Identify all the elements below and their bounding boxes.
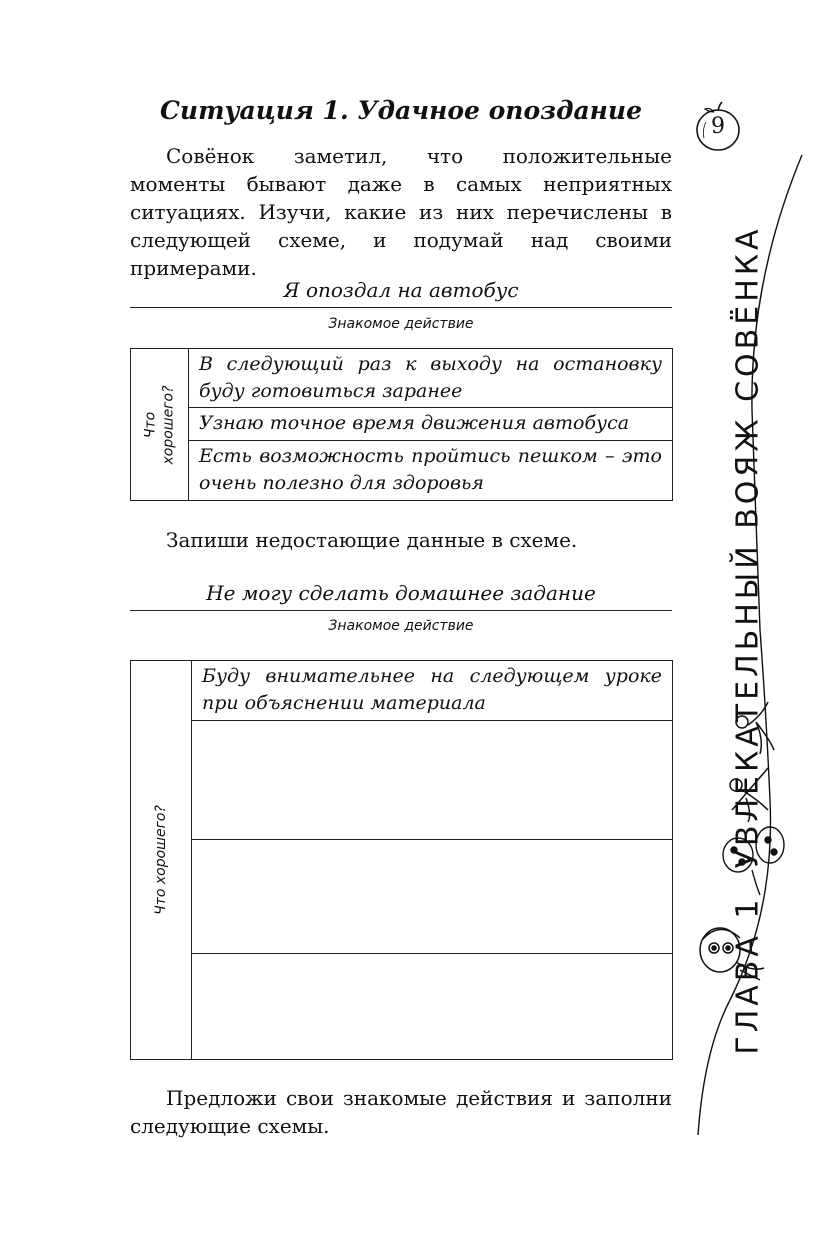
scheme2-row-2-blank[interactable] <box>192 721 672 840</box>
intro-paragraph: Совёнок заметил, что положительные моменты бывают даже в самых неприятных ситуациях. Изучи, какие из них перечислены в следующей схеме, и подумай над своими примерами. <box>130 144 672 280</box>
scheme2-row-1: Буду внимательнее на следующем уроке при объяснении материала <box>192 661 672 721</box>
scheme2-side-label: Что хорошего? <box>153 805 170 915</box>
chapter-title-text <box>731 225 766 1054</box>
scheme2-row-3-blank[interactable] <box>192 840 672 954</box>
scheme2-table <box>130 660 673 1060</box>
scheme1-side-label-line1: Что <box>142 411 159 438</box>
chapter-label: ГЛАВА 1 <box>730 895 766 1055</box>
scheme2-row-4-blank[interactable] <box>192 954 672 1059</box>
scheme1-side-cell <box>131 349 189 500</box>
page-number: 9 <box>711 114 725 139</box>
section-title: Ситуация 1. Удачное опоздание <box>160 96 642 125</box>
instruction-paragraph: Запиши недостающие данные в схеме. <box>166 528 578 552</box>
scheme1-action-label: Знакомое действие <box>328 316 474 332</box>
scheme1-row-2: Узнаю точное время движения автобуса <box>189 408 672 441</box>
page-number-badge <box>692 100 744 154</box>
scheme1-row-1: В следующий раз к выходу на остановку буду готовиться заранее <box>189 349 672 408</box>
chapter-name: УВЛЕКАТЕЛЬНЫЙ ВОЯЖ СОВЁНКА <box>730 225 766 869</box>
closing-paragraph: Предложи свои знакомые действия и заполни следующие схемы. <box>130 1086 672 1138</box>
scheme1-action: Я опоздал на автобус <box>130 277 672 308</box>
scheme1-side-label <box>142 385 178 464</box>
scheme1-side-label-line2: хорошего? <box>160 384 177 465</box>
scheme2-action-label: Знакомое действие <box>328 618 474 634</box>
scheme2-side-cell <box>131 661 192 1059</box>
scheme2-rows <box>192 661 672 1059</box>
scheme1-rows <box>189 349 672 500</box>
scheme1-table <box>130 348 673 501</box>
scheme2-action: Не могу сделать домашнее задание <box>130 580 672 611</box>
scheme1-row-3: Есть возможность пройтись пешком – это очень полезно для здоровья <box>199 445 662 494</box>
